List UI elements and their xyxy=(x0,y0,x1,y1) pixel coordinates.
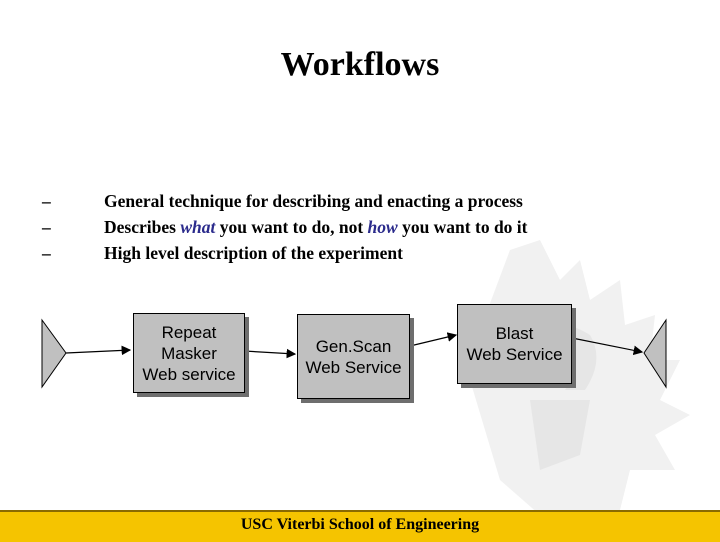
edge-genscan-to-blast xyxy=(410,335,456,346)
bullet-text: High level description of the experiment xyxy=(104,243,403,263)
emphasis-how: how xyxy=(367,217,398,237)
edge-start-to-repeatmasker xyxy=(66,350,130,353)
edge-repeatmasker-to-genscan xyxy=(244,351,295,354)
edge-blast-to-end xyxy=(572,338,642,352)
footer-school-name: USC Viterbi School of Engineering xyxy=(240,516,480,533)
bullet-text: you want to do it xyxy=(397,217,528,237)
bullet-dash: – xyxy=(42,191,51,211)
node-repeatmasker: Repeat Masker Web service xyxy=(133,313,245,393)
footer-bar xyxy=(0,510,720,542)
emphasis-what: what xyxy=(180,217,216,237)
bullet-dash: – xyxy=(42,217,51,237)
node-genscan: Gen.Scan Web Service xyxy=(297,314,410,399)
output-triangle-icon xyxy=(644,320,666,387)
input-triangle-icon xyxy=(42,320,66,387)
slide-title: Workflows xyxy=(280,46,440,83)
bullet-dash: – xyxy=(42,243,51,263)
bullet-text: Describes xyxy=(104,217,181,237)
bullet-text: General technique for describing and enacting a process xyxy=(104,191,523,211)
node-blast: Blast Web Service xyxy=(457,304,572,384)
bullet-text: you want to do, not xyxy=(215,217,368,237)
